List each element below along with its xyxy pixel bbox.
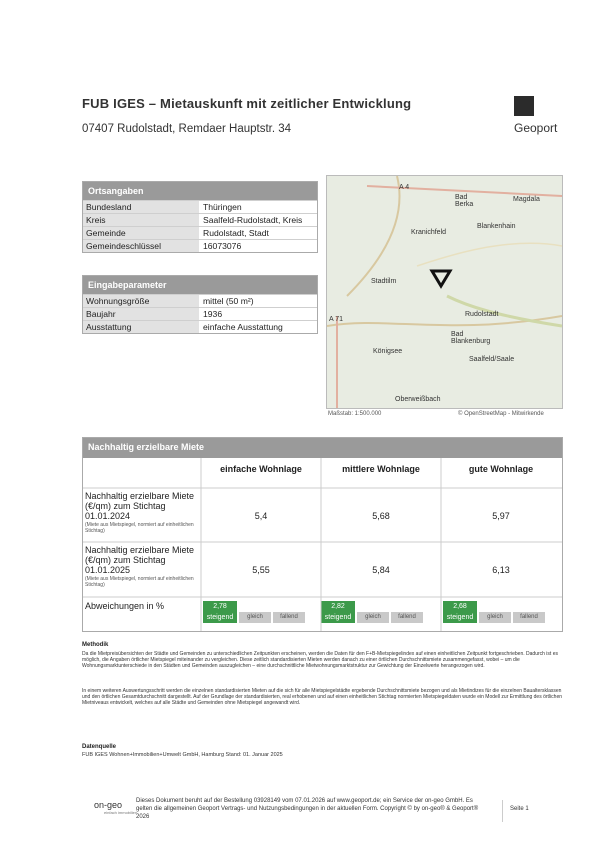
value-cell: 6,13 (492, 565, 510, 575)
kv-key: Wohnungsgröße (83, 295, 199, 307)
on-geo-tagline: einfach immobilien (104, 810, 138, 815)
value-cell: 5,84 (372, 565, 390, 575)
kv-row (83, 239, 317, 252)
map-label: Kranichfeld (411, 229, 447, 236)
row-label-2024 (85, 491, 203, 534)
location-marker-icon (432, 271, 450, 286)
kv-row (83, 320, 317, 333)
map-label: Blankenhain (477, 223, 516, 230)
deviation-indicator: 2,82 steigend (321, 601, 355, 623)
rent-heading: Nachhaltig erzielbare Miete (83, 438, 562, 458)
footer-divider (502, 800, 503, 822)
row-label-text: Nachhaltig erzielbare Miete (€/qm) zum Stichtag 01.01.2024 (85, 491, 195, 521)
col-header-mittel: mittlere Wohnlage (342, 464, 420, 474)
map-label: Oberweißbach (395, 396, 441, 403)
kv-row (83, 200, 317, 213)
deviation-gleich: gleich (239, 612, 271, 623)
value-cell: 5,97 (492, 511, 510, 521)
geoport-logo-icon (514, 96, 534, 116)
map-graphic (327, 176, 562, 408)
geoport-logo (514, 96, 564, 138)
map-label: Bad Blankenburg (451, 331, 491, 345)
kv-row (83, 294, 317, 307)
methodik-paragraph-2: In einem weiteren Auswertungsschritt werden die einzelnen standardisierten Mieten auf die sich für alle Mietspiegelstädte ergebende Durchschnittsmiete bezogen und als Mietindizes für die einzelnen Baualtersklassen und den örtlichen Gesamtdurchschnitt dargestellt. Auf der Grundlage der standardisierten, real erhobenen und auf einen einheitlichen Stichtag normierten Mietspiegeldaten wurde ein Modell zur Ermittlung des örtlichen Mietniveaus entwickelt, welches auf alle Städte und Gemeinden ohne Mietspiegel angewandt wird. (82, 688, 563, 707)
kv-value: 1936 (203, 309, 223, 319)
row-label-2025 (85, 545, 203, 588)
page-number: Seite 1 (510, 806, 529, 812)
eingabeparameter-heading: Eingabeparameter (83, 276, 317, 294)
page-title: FUB IGES – Mietauskunft mit zeitlicher Entwicklung (82, 96, 412, 111)
address: 07407 Rudolstadt, Remdaer Hauptstr. 34 (82, 123, 292, 135)
kv-value: Rudolstadt, Stadt (203, 228, 269, 238)
deviation-gleich: gleich (479, 612, 511, 623)
row-note: (Miete aus Mietspiegel, normiert auf einheitlichen Stichtag) (85, 576, 194, 588)
map-label: Rudolstadt (465, 311, 499, 318)
deviation-fallend: fallend (273, 612, 305, 623)
deviation-label: Abweichungen in % (85, 601, 165, 611)
deviation-gleich: gleich (357, 612, 389, 623)
row-label-text: Nachhaltig erzielbare Miete (€/qm) zum Stichtag 01.01.2025 (85, 545, 195, 575)
rent-table (82, 437, 563, 632)
map-label: Saalfeld/Saale (469, 356, 515, 363)
datenquelle-text: FUB IGES Wohnen+Immobilien+Umwelt GmbH, Hamburg Stand: 01. Januar 2025 (82, 752, 283, 758)
footer-text: Dieses Dokument beruht auf der Bestellung 03928149 vom 07.01.2026 auf www.geoport.de; ein Service der on-geo GmbH. Es gelten die allgemeinen Geoport Vertrags- und Nutzungsbedingungen in der aktuellen Form. Copyright © by on-geo® & Geoport® 2026 (136, 798, 479, 820)
value-cell: 5,55 (252, 565, 270, 575)
kv-key: Gemeindeschlüssel (83, 240, 199, 252)
location-map (326, 175, 563, 409)
map-label: Magdala (513, 196, 540, 203)
kv-key: Baujahr (83, 308, 199, 320)
map-credit: © OpenStreetMap - Mitwirkende (458, 411, 544, 417)
kv-value: einfache Ausstattung (203, 322, 283, 332)
deviation-indicator: 2,68 steigend (443, 601, 477, 623)
kv-value: Thüringen (203, 202, 242, 212)
deviation-indicator: 2,78 steigend (203, 601, 237, 623)
on-geo-logo: on-geo (94, 800, 123, 810)
map-label: Stadtilm (371, 278, 397, 285)
methodik-heading: Methodik (82, 642, 109, 648)
kv-row (83, 307, 317, 320)
datenquelle-heading: Datenquelle (82, 744, 117, 750)
col-header-einfach: einfache Wohnlage (220, 464, 302, 474)
deviation-fallend: fallend (391, 612, 423, 623)
logo-text: Geoport (514, 121, 558, 135)
row-note: (Miete aus Mietspiegel, normiert auf einheitlichen Stichtag) (85, 522, 194, 534)
kv-key: Gemeinde (83, 227, 199, 239)
kv-key: Bundesland (83, 201, 199, 213)
ortsangaben-heading: Ortsangaben (83, 182, 317, 200)
kv-key: Ausstattung (83, 321, 199, 333)
value-cell: 5,4 (254, 511, 268, 521)
map-scale: Maßstab: 1:500.000 (328, 411, 382, 417)
value-cell: 5,68 (372, 511, 390, 521)
kv-key: Kreis (83, 214, 199, 226)
kv-value: 16073076 (203, 241, 242, 251)
methodik-paragraph-1: Da die Mietpreisübersichten der Städte und Gemeinden zu unterschiedlichen Zeitpunkten erscheinen, werden die Daten für den F+B-Mietspiegelindex auf einen einheitlichen Zeitpunkt fortgeschrieben. Dadurch ist es möglich, die Angaben örtlicher Mietspiegel miteinander zu vergleichen. Diese zeitlich standardisierten Mieten werden danach zu einer örtlichen Durchschnittsmiete zusammengefasst, wobei – um die Wohnungsmarktunterschiede in den Städten und Gemeinden auszugleichen – eine durchschnittliche Mietwohnungsmarktstruktur zur Gewichtung der Einzelwerte herangezogen wird. (82, 651, 558, 670)
eingabeparameter-panel (82, 275, 318, 334)
ortsangaben-panel (82, 181, 318, 253)
map-label: Königsee (373, 348, 403, 355)
deviation-fallend: fallend (513, 612, 545, 623)
map-label: Bad Berka (455, 194, 474, 208)
kv-row (83, 213, 317, 226)
kv-value: mittel (50 m²) (203, 296, 254, 306)
map-label: A 4 (399, 184, 410, 191)
map-label: A 71 (329, 316, 344, 323)
kv-value: Saalfeld-Rudolstadt, Kreis (203, 215, 303, 225)
kv-row (83, 226, 317, 239)
col-header-gut: gute Wohnlage (468, 464, 534, 474)
